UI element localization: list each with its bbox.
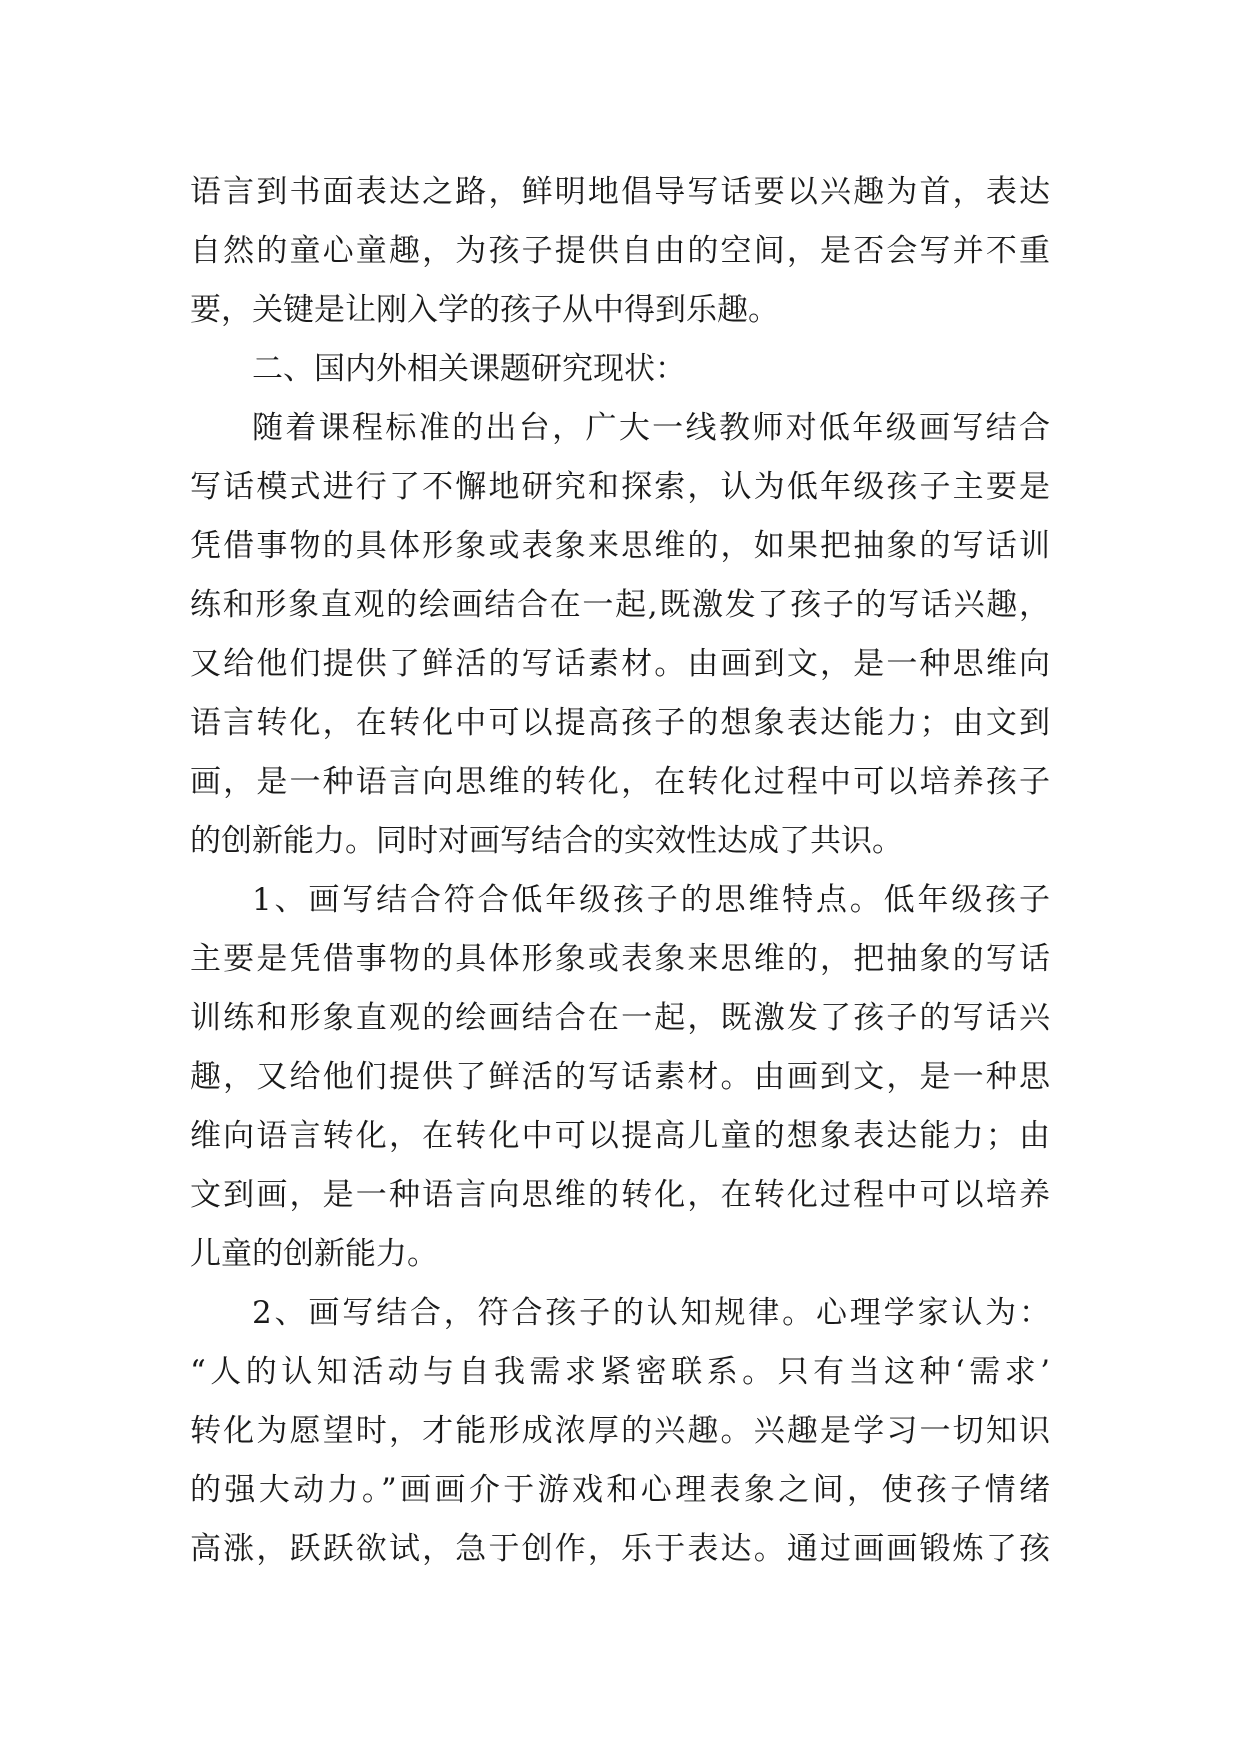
text-line: 趣，又给他们提供了鲜活的写话素材。由画到文，是一种思 — [190, 1059, 1050, 1095]
text-line: “人的认知活动与自我需求紧密联系。只有当这种‘需求’ — [190, 1354, 1050, 1390]
text-line: 画，是一种语言向思维的转化，在转化过程中可以培养孩子 — [190, 764, 1050, 800]
section-heading: 二、国内外相关课题研究现状： — [252, 351, 686, 387]
text-line: 转化为愿望时，才能形成浓厚的兴趣。兴趣是学习一切知识 — [190, 1413, 1050, 1449]
text-line: 文到画，是一种语言向思维的转化，在转化过程中可以培养 — [190, 1177, 1050, 1213]
text-line: 自然的童心童趣，为孩子提供自由的空间，是否会写并不重 — [190, 233, 1050, 269]
text-line: 主要是凭借事物的具体形象或表象来思维的，把抽象的写话 — [190, 941, 1050, 977]
text-line: 凭借事物的具体形象或表象来思维的，如果把抽象的写话训 — [190, 528, 1050, 564]
text-line: 随着课程标准的出台，广大一线教师对低年级画写结合 — [252, 410, 1050, 446]
text-line: 训练和形象直观的绘画结合在一起，既激发了孩子的写话兴 — [190, 1000, 1050, 1036]
text-line: 要，关键是让刚入学的孩子从中得到乐趣。 — [190, 292, 779, 328]
text-line: 儿童的创新能力。 — [190, 1236, 438, 1272]
text-line: 又给他们提供了鲜活的写话素材。由画到文，是一种思维向 — [190, 646, 1050, 682]
text-line: 1、画写结合符合低年级孩子的思维特点。低年级孩子 — [252, 882, 1050, 918]
text-line: 维向语言转化，在转化中可以提高儿童的想象表达能力；由 — [190, 1118, 1050, 1154]
text-line: 语言转化，在转化中可以提高孩子的想象表达能力；由文到 — [190, 705, 1050, 741]
text-line: 写话模式进行了不懈地研究和探索，认为低年级孩子主要是 — [190, 469, 1050, 505]
text-line: 的强大动力。”画画介于游戏和心理表象之间，使孩子情绪 — [190, 1472, 1050, 1508]
body-text — [190, 163, 1050, 1579]
text-line: 高涨，跃跃欲试，急于创作，乐于表达。通过画画锻炼了孩 — [190, 1531, 1050, 1567]
text-line: 2、画写结合，符合孩子的认知规律。心理学家认为： — [252, 1295, 1050, 1331]
text-line: 语言到书面表达之路，鲜明地倡导写话要以兴趣为首，表达 — [190, 174, 1050, 210]
text-line: 练和形象直观的绘画结合在一起,既激发了孩子的写话兴趣， — [190, 587, 1050, 623]
text-line: 的创新能力。同时对画写结合的实效性达成了共识。 — [190, 823, 903, 859]
